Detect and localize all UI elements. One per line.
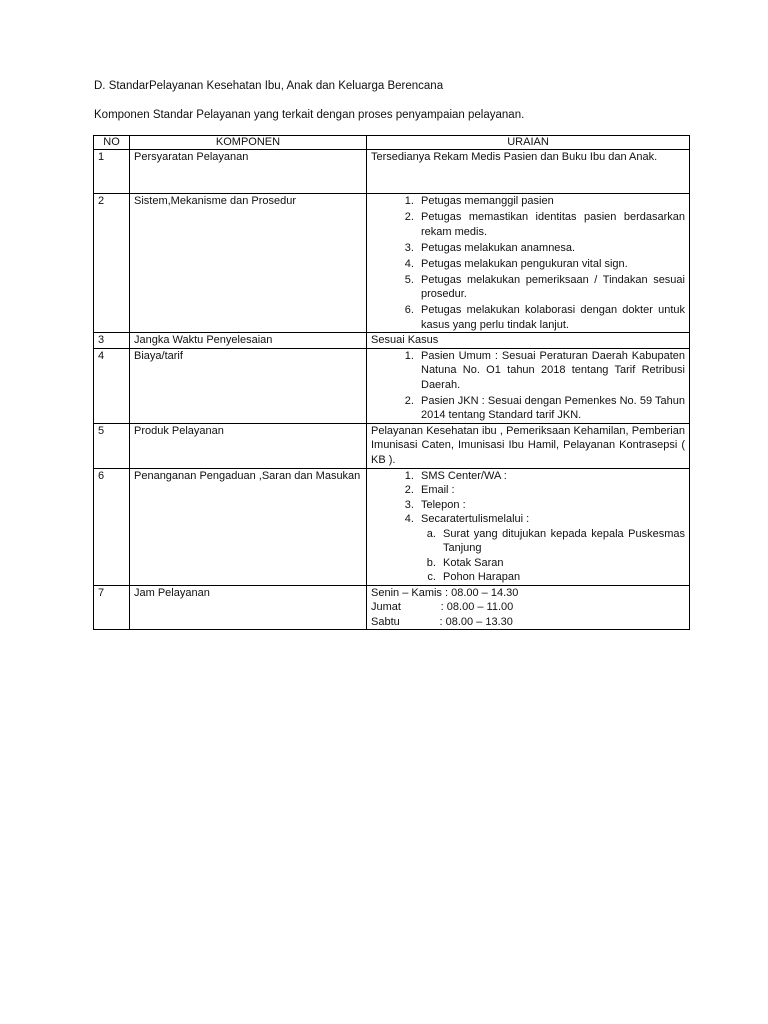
service-hours-line: Senin – Kamis : 08.00 – 14.30 [371,586,519,599]
row-uraian: Tersedianya Rekam Medis Pasien dan Buku Ibu dan Anak. [367,150,690,194]
list-item: 2. Pasien JKN : Sesuai dengan Pemenkes No. 59 Tahun 2014 tentang Standard tarif JKN. [417,394,685,423]
table-row [94,468,690,585]
row-uraian [367,348,690,423]
list-item: 4. Petugas melakukan pengukuran vital sign. [417,257,685,272]
row-komponen: Produk Pelayanan [130,423,367,468]
list-item: 2. Petugas memastikan identitas pasien berdasarkan rekam medis. [417,210,685,239]
table-row [94,585,690,630]
row-uraian [367,194,690,333]
list-item: 5. Petugas melakukan pemeriksaan / Tindakan sesuai prosedur. [417,273,685,302]
table-row [94,194,690,333]
list-item-label: Secaratertulismelalui : [421,513,530,525]
list-item: 3. Telepon : [417,498,685,513]
list-item: 1. SMS Center/WA : [417,469,685,484]
row-komponen: Persyaratan Pelayanan [130,150,367,194]
sub-list-item: a. Surat yang ditujukan kepada kepala Puskesmas Tanjung [439,527,685,556]
list-item: 3. Petugas melakukan anamnesa. [417,241,685,256]
standards-table [93,135,690,630]
complaint-channel-list [371,469,685,585]
list-item: 6. Petugas melakukan kolaborasi dengan dokter untuk kasus yang perlu tindak lanjut. [417,303,685,332]
header-uraian: URAIAN [367,136,690,150]
header-komponen: KOMPONEN [130,136,367,150]
table-header-row [94,136,690,150]
row-komponen: Jangka Waktu Penyelesaian [130,333,367,349]
tariff-list [371,349,685,423]
table-row [94,333,690,349]
sub-list-item: c. Pohon Harapan [439,570,685,585]
row-uraian: Pelayanan Kesehatan ibu , Pemeriksaan Kehamilan, Pemberian Imunisasi Caten, Imunisasi Ibu Hamil, Pelayanan Kontrasepsi ( KB ). [367,423,690,468]
procedure-list [371,194,685,332]
table-row [94,423,690,468]
row-number: 1 [94,150,130,194]
list-item [417,512,685,585]
row-number: 4 [94,348,130,423]
section-heading: D. StandarPelayanan Kesehatan Ibu, Anak dan Keluarga Berencana [94,80,444,92]
row-uraian [367,585,690,630]
row-komponen: Biaya/tarif [130,348,367,423]
row-number: 5 [94,423,130,468]
row-number: 6 [94,468,130,585]
row-komponen: Sistem,Mekanisme dan Prosedur [130,194,367,333]
row-komponen: Jam Pelayanan [130,585,367,630]
list-item: 2. Email : [417,483,685,498]
service-hours-line: Jumat : 08.00 – 11.00 [371,601,514,613]
row-komponen: Penanganan Pengaduan ,Saran dan Masukan [130,468,367,585]
row-number: 7 [94,585,130,630]
table-row [94,150,690,194]
row-number: 2 [94,194,130,333]
list-item: 1. Pasien Umum : Sesuai Peraturan Daerah Kabupaten Natuna No. O1 tahun 2018 tentang Tarif Retribusi Daerah. [417,349,685,393]
row-uraian: Sesuai Kasus [367,333,690,349]
table-row [94,348,690,423]
row-uraian [367,468,690,585]
list-item: 1. Petugas memanggil pasien [417,194,685,209]
row-number: 3 [94,333,130,349]
service-hours-line: Sabtu : 08.00 – 13.30 [371,615,513,628]
header-no: NO [94,136,130,150]
sub-list-item: b. Kotak Saran [439,556,685,571]
intro-text: Komponen Standar Pelayanan yang terkait dengan proses penyampaian pelayanan. [94,109,525,121]
written-channel-list [421,527,685,585]
